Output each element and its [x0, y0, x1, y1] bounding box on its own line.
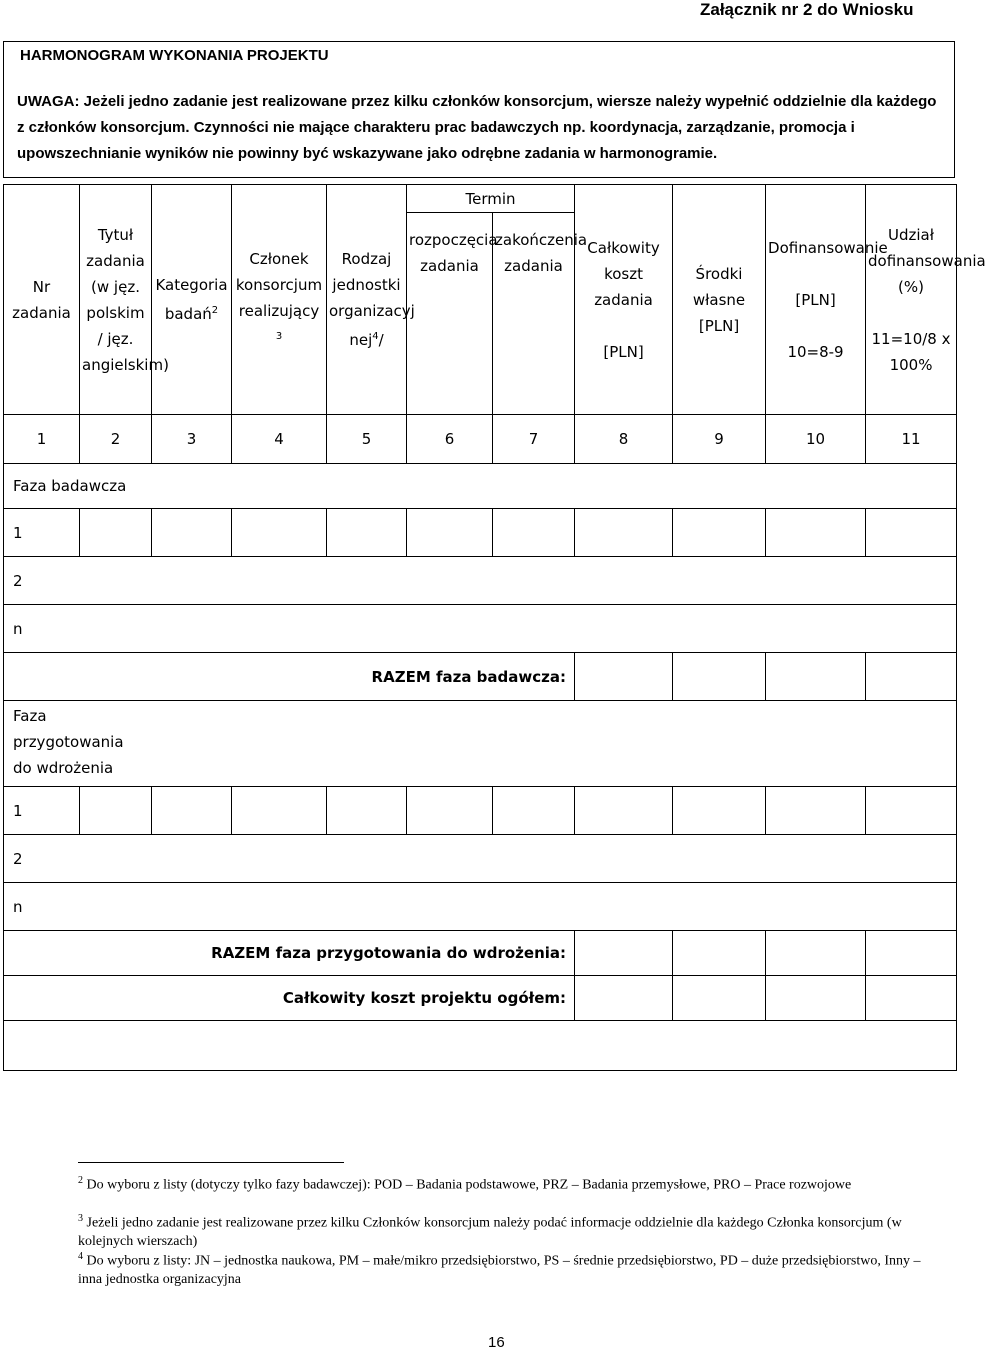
- attachment-label: Załącznik nr 2 do Wniosku: [700, 0, 914, 19]
- grand-total-share[interactable]: [866, 976, 957, 1021]
- empty-final-row: [4, 1021, 957, 1071]
- table-row: [4, 605, 957, 653]
- column-number: 8: [575, 415, 673, 464]
- table-row: [4, 883, 957, 931]
- header-unit-type: Rodzaj jednostki organizacyj nej$^4$/: [327, 185, 407, 415]
- page-title: HARMONOGRAM WYKONANIA PROJEKTU: [20, 47, 329, 64]
- title-cell[interactable]: [80, 509, 152, 557]
- column-number: 2: [80, 415, 152, 464]
- row-number: 2: [4, 557, 957, 605]
- column-number: 9: [673, 415, 766, 464]
- own-funds-cell[interactable]: [673, 509, 766, 557]
- total-cost-cell[interactable]: [575, 509, 673, 557]
- start-cell[interactable]: [407, 787, 493, 835]
- phase-implementation-total-cost[interactable]: [575, 931, 673, 976]
- header-start-date: rozpoczęcia zadania: [407, 213, 493, 415]
- footnote-3: $^3$ Jeżeli jedno zadanie jest realizowane przez kilku Członków konsorcjum należy podać informacje oddzielnie dla każdego Członka konsorcjum (w kolejnych wierszach): [78, 1213, 902, 1249]
- column-number: 7: [493, 415, 575, 464]
- header-total-cost: Całkowity koszt zadania [PLN]: [575, 185, 673, 415]
- row-number: n: [4, 605, 957, 653]
- phase-implementation-funding[interactable]: [766, 931, 866, 976]
- title-cell[interactable]: [80, 787, 152, 835]
- header-end-date: zakończenia zadania: [493, 213, 575, 415]
- member-cell[interactable]: [232, 509, 327, 557]
- funding-cell[interactable]: [766, 787, 866, 835]
- own-funds-cell[interactable]: [673, 787, 766, 835]
- footnote-4: $^4$ Do wyboru z listy: JN – jednostka naukowa, PM – małe/mikro przedsiębiorstwo, PS – średnie przedsiębiorstwo, PD – duże przedsiębiorstwo, Inny – inna jednostka organizacyjna: [78, 1251, 921, 1287]
- table-row: [4, 835, 957, 883]
- funding-cell[interactable]: [766, 509, 866, 557]
- row-number: n: [4, 883, 957, 931]
- warning-note: UWAGA: Jeżeli jedno zadanie jest realizowane przez kilku członków konsorcjum, wiersze należy wypełnić oddzielnie dla każdego z członków konsorcjum. Czynności nie mające charakteru prac badawczych np. koordynacja, zarządzanie, promocja i upowszechnianie wyników nie powinny być wskazywane jako odrębne zadania w harmonogramie.: [17, 93, 937, 162]
- share-cell[interactable]: [866, 787, 957, 835]
- phase-implementation-label: Faza przygotowania do wdrożenia: [4, 701, 957, 787]
- end-cell[interactable]: [493, 787, 575, 835]
- end-cell[interactable]: [493, 509, 575, 557]
- share-cell[interactable]: [866, 509, 957, 557]
- page-number: 16: [488, 1334, 505, 1351]
- header-task-number: Nr zadania: [4, 185, 80, 415]
- unit-type-cell[interactable]: [327, 787, 407, 835]
- grand-total-funding[interactable]: [766, 976, 866, 1021]
- member-cell[interactable]: [232, 787, 327, 835]
- grand-total-cost[interactable]: [575, 976, 673, 1021]
- header-consortium-member: Członek konsorcjum realizujący $^3$: [232, 185, 327, 415]
- phase-research-label: Faza badawcza: [4, 464, 957, 509]
- phase-research-own-funds[interactable]: [673, 653, 766, 701]
- schedule-table: [3, 184, 986, 1071]
- column-number: 4: [232, 415, 327, 464]
- column-number: 10: [766, 415, 866, 464]
- category-cell[interactable]: [152, 509, 232, 557]
- row-number: 1: [4, 509, 80, 557]
- column-number: 6: [407, 415, 493, 464]
- row-number: 2: [4, 835, 957, 883]
- column-numbers-row: [4, 415, 957, 464]
- instructions-box: [3, 41, 955, 178]
- header-funding-share: Udział dofinansowania (%) 11=10/8 x 100%: [866, 185, 957, 415]
- phase-implementation-own-funds[interactable]: [673, 931, 766, 976]
- unit-type-cell[interactable]: [327, 509, 407, 557]
- phase-research-funding[interactable]: [766, 653, 866, 701]
- row-number: 1: [4, 787, 80, 835]
- table-row: [4, 787, 957, 835]
- category-cell[interactable]: [152, 787, 232, 835]
- column-number: 5: [327, 415, 407, 464]
- column-number: 1: [4, 415, 80, 464]
- footnote-2: $^2$ Do wyboru z listy (dotyczy tylko fazy badawczej): POD – Badania podstawowe, PRZ – Badania przemysłowe, PRO – Prace rozwojowe: [78, 1175, 852, 1193]
- footnote-separator: [78, 1162, 344, 1163]
- phase-implementation-total-label: RAZEM faza przygotowania do wdrożenia:: [4, 931, 575, 976]
- phase-research-total-cost[interactable]: [575, 653, 673, 701]
- column-number: 3: [152, 415, 232, 464]
- grand-total-label: Całkowity koszt projektu ogółem:: [4, 976, 575, 1021]
- phase-research-share[interactable]: [866, 653, 957, 701]
- start-cell[interactable]: [407, 509, 493, 557]
- total-cost-cell[interactable]: [575, 787, 673, 835]
- table-row: [4, 509, 957, 557]
- header-research-category: Kategoria badań$^2$: [152, 185, 232, 415]
- phase-research-total-label: RAZEM faza badawcza:: [4, 653, 575, 701]
- header-term: Termin: [407, 185, 575, 213]
- grand-total-own-funds[interactable]: [673, 976, 766, 1021]
- table-row: [4, 557, 957, 605]
- header-own-funds: Środki własne [PLN]: [673, 185, 766, 415]
- column-number: 11: [866, 415, 957, 464]
- header-funding: Dofinansowanie [PLN] 10=8-9: [766, 185, 866, 415]
- phase-implementation-share[interactable]: [866, 931, 957, 976]
- header-task-title: Tytuł zadania (w jęz. polskim / jęz. angielskim): [80, 185, 152, 415]
